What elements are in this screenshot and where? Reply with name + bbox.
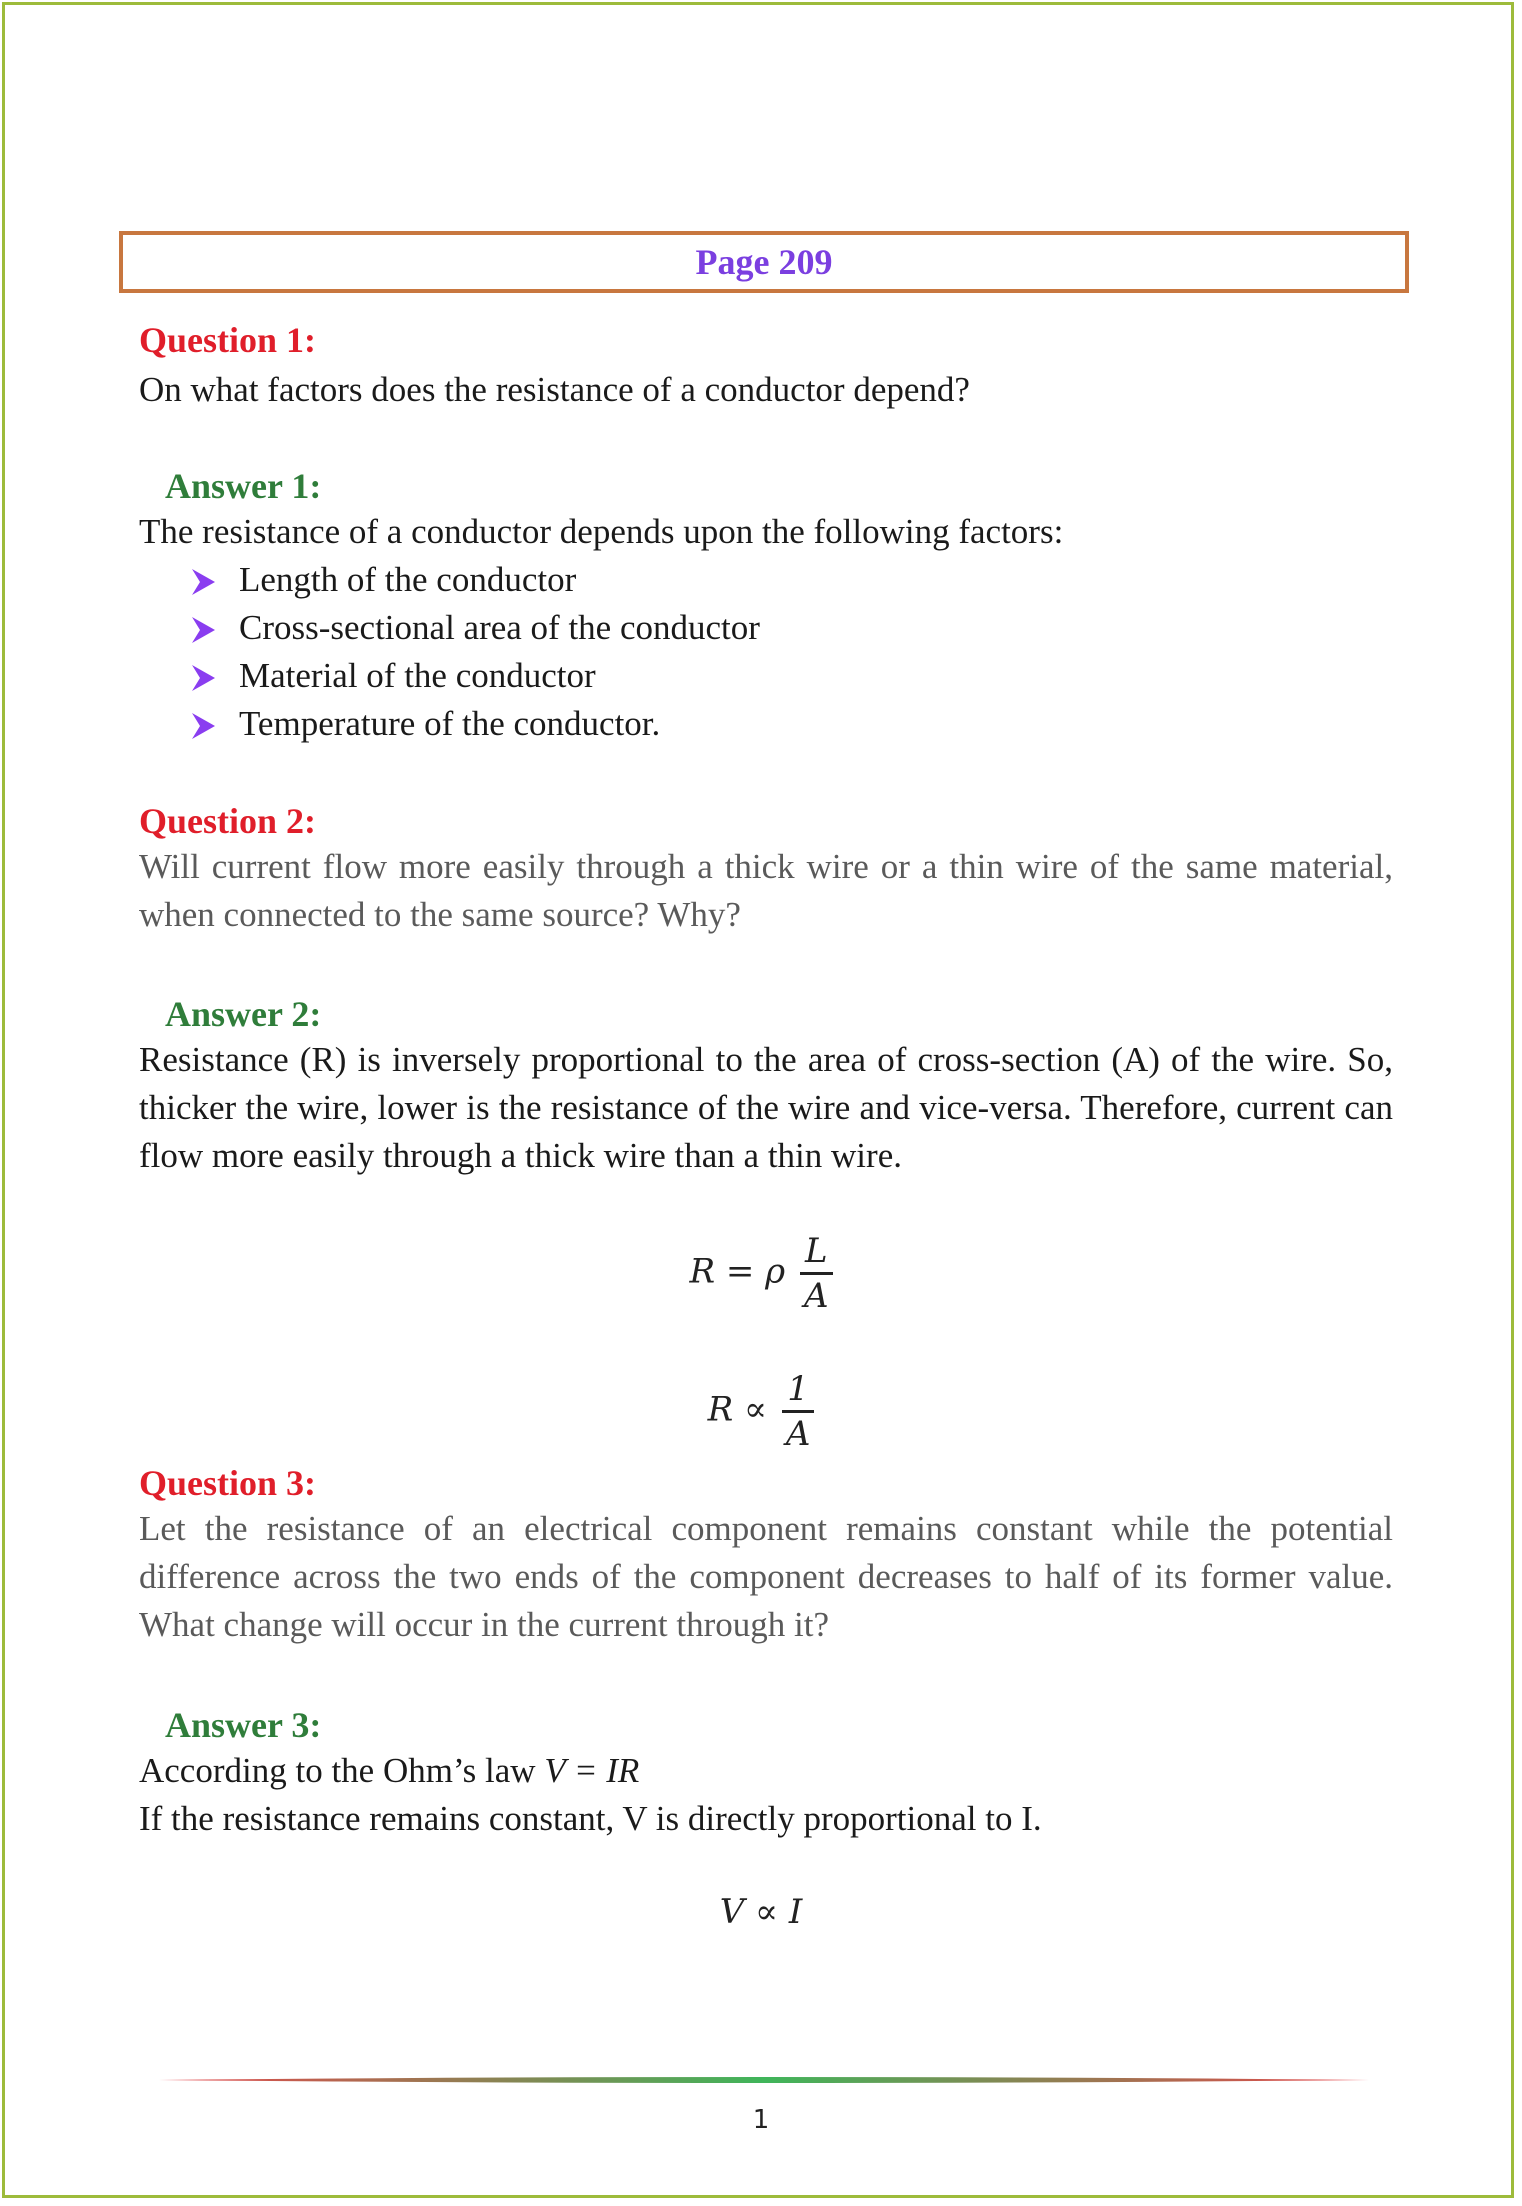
answer-3 <box>139 1703 1393 1843</box>
question-1-heading: Question 1: <box>139 320 317 360</box>
answer-3-line-1 <box>139 1747 1393 1795</box>
list-item <box>139 556 1393 604</box>
question-3-heading: Question 3: <box>139 1463 317 1503</box>
page-header-box <box>119 231 1409 293</box>
list-item-text: Temperature of the conductor. <box>239 704 661 743</box>
page-content <box>5 5 1511 2195</box>
list-item-text: Material of the conductor <box>239 656 596 695</box>
question-2 <box>139 799 1393 939</box>
arrow-bullet-icon <box>189 615 217 645</box>
arrow-bullet-icon <box>189 567 217 597</box>
arrow-bullet-icon <box>189 663 217 693</box>
fraction <box>800 1230 833 1317</box>
answer-2-text: Resistance (R) is inversely proportional to the area of cross-section (A) of the wire. So, thicker the wire, lower is the resistance of the wire and vice-versa. Therefore, current can flow more easily through a thick wire than a thin wire. <box>139 1040 1393 1175</box>
proportionality-equation <box>5 1368 1517 1455</box>
equation-lhs: R = ρ <box>689 1251 786 1292</box>
fraction-denominator: A <box>782 1410 815 1455</box>
question-1 <box>139 318 1393 414</box>
page-header-label: Page 209 <box>695 242 833 282</box>
question-1-text: On what factors does the resistance of a conductor depend? <box>139 370 970 409</box>
question-2-heading: Question 2: <box>139 801 317 841</box>
fraction <box>782 1368 815 1455</box>
list-item-text: Length of the conductor <box>239 560 577 599</box>
question-3-text: Let the resistance of an electrical component remains constant while the potential difference across the two ends of the component decreases to half of its former value. What change will occur in the current through it? <box>139 1509 1393 1644</box>
answer-1-intro: The resistance of a conductor depends upon the following factors: <box>139 512 1064 551</box>
answer-3-line-2: If the resistance remains constant, V is directly proportional to I. <box>139 1799 1042 1838</box>
question-2-text: Will current flow more easily through a thick wire or a thin wire of the same material, when connected to the same source? Why? <box>139 847 1393 934</box>
page-number: 1 <box>752 2105 770 2135</box>
footer-divider <box>159 2076 1369 2084</box>
list-item-text: Cross-sectional area of the conductor <box>239 608 760 647</box>
list-item <box>139 700 1393 748</box>
fraction-denominator: A <box>800 1272 833 1317</box>
answer-3-heading: Answer 3: <box>165 1705 322 1745</box>
fraction-numerator: L <box>804 1231 828 1271</box>
answer-1 <box>139 464 1393 748</box>
list-item <box>139 652 1393 700</box>
arrow-bullet-icon <box>189 711 217 741</box>
page <box>2 2 1514 2198</box>
ohms-law-intro: According to the Ohm’s law <box>139 1751 545 1790</box>
ohms-law-formula: V = IR <box>544 1751 640 1790</box>
voltage-current-equation: V ∝ I <box>719 1892 803 1932</box>
answer-2-heading: Answer 2: <box>165 994 322 1034</box>
factor-list <box>139 556 1393 748</box>
answer-2 <box>139 992 1393 1180</box>
resistivity-equation <box>5 1230 1517 1317</box>
list-item <box>139 604 1393 652</box>
question-3 <box>139 1461 1393 1649</box>
fraction-numerator: 1 <box>787 1369 809 1409</box>
answer-1-heading: Answer 1: <box>165 466 322 506</box>
equation-lhs: R ∝ <box>707 1389 768 1430</box>
